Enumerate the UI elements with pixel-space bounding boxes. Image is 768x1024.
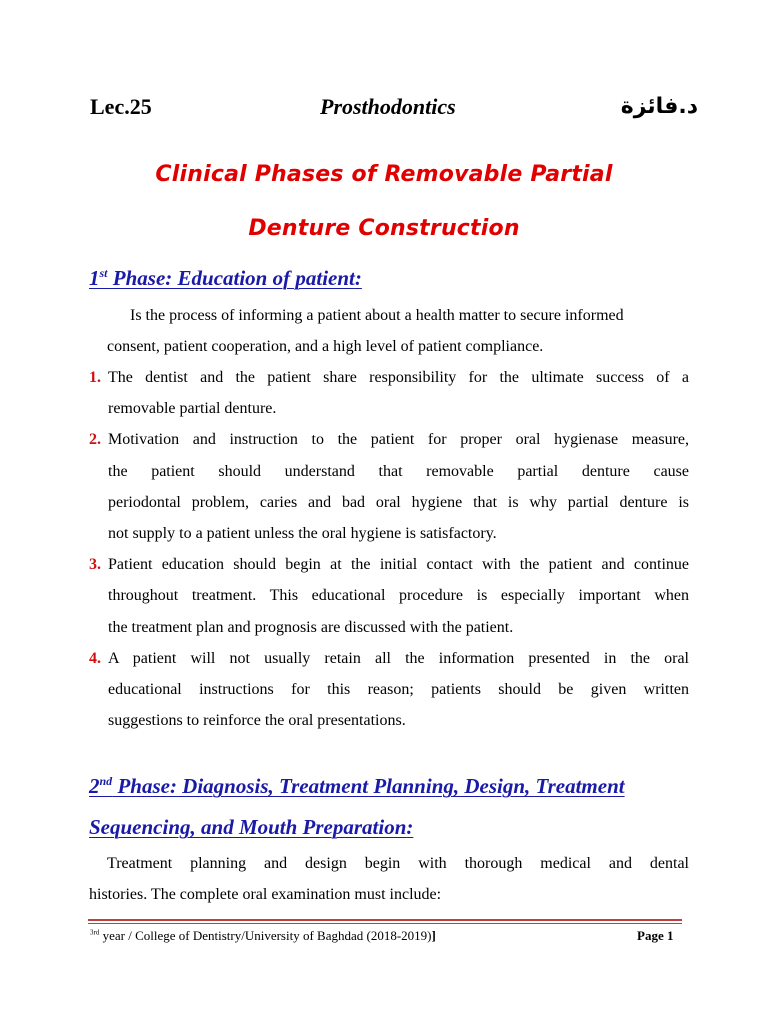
list-item-line: A patient will not usually retain all the information presented in the oral: [108, 650, 689, 667]
subject-title: Prosthodontics: [320, 94, 456, 119]
list-item-line: periodontal problem, caries and bad oral hygiene that is why partial denture is: [108, 494, 689, 511]
author-name: د.فائزة: [620, 94, 698, 119]
list-item-line: the patient should understand that removable partial denture cause: [108, 463, 689, 480]
phase1-intro-line1: Is the process of informing a patient about a health matter to secure informed: [130, 307, 624, 324]
list-item-line: the treatment plan and prognosis are discussed with the patient.: [108, 619, 514, 636]
phase2-heading-line1: [89, 774, 625, 799]
list-item-line: educational instructions for this reason; patients should be given written: [108, 681, 689, 698]
phase1-intro-line2: consent, patient cooperation, and a high level of patient compliance.: [107, 338, 544, 355]
list-item-line: removable partial denture.: [108, 400, 277, 417]
phase1-colon: :: [354, 266, 362, 290]
phase2-paragraph-line1: Treatment planning and design begin with thorough medical and dental: [107, 855, 689, 872]
document-title-line2: Denture Construction: [248, 216, 520, 241]
lecture-number: Lec.25: [90, 94, 152, 119]
list-item-line: The dentist and the patient share responsibility for the ultimate success of a: [108, 369, 689, 386]
footer-bracket: ]: [431, 928, 436, 943]
list-item-line: Motivation and instruction to the patient for proper oral hygienase measure,: [108, 431, 689, 448]
list-item-line: not supply to a patient unless the oral hygiene is satisfactory.: [108, 525, 497, 542]
footer-year: 3rd: [90, 928, 100, 937]
phase1-heading: [89, 266, 362, 291]
phase2-heading-line2: [89, 815, 413, 840]
phase1-ordinal: st: [99, 266, 108, 280]
page-number: Page 1: [637, 928, 674, 943]
footer-divider: [88, 919, 682, 921]
list-item-line: Patient education should begin at the initial contact with the patient and continue: [108, 556, 689, 573]
list-item-number: 2.: [89, 431, 101, 448]
footer-institution: [90, 928, 436, 944]
list-item-number: 4.: [89, 650, 101, 667]
phase2-ordinal: nd: [99, 774, 113, 788]
phase1-heading-text: Phase: Education of patient: [107, 266, 355, 290]
list-item-line: throughout treatment. This educational procedure is especially important when: [108, 587, 689, 604]
list-item-number: 1.: [89, 369, 101, 386]
page-header: [90, 94, 698, 126]
phase2-paragraph-line2: histories. The complete oral examination must include:: [89, 886, 442, 903]
phase2-heading-text: Phase: Diagnosis, Treatment Planning, Design, Treatment: [112, 774, 625, 798]
list-item-line: suggestions to reinforce the oral presentations.: [108, 712, 406, 729]
phase2-number: 2: [89, 774, 100, 798]
footer-divider-thin: [88, 923, 682, 924]
phase2-heading-text-2: Sequencing, and Mouth Preparation: [89, 815, 407, 839]
phase2-colon: :: [406, 815, 414, 839]
document-title-line1: Clinical Phases of Removable Partial: [155, 162, 613, 187]
list-item-number: 3.: [89, 556, 101, 573]
phase1-number: 1: [89, 266, 100, 290]
footer-text: year / College of Dentistry/University of Baghdad (2018-2019): [99, 928, 432, 943]
